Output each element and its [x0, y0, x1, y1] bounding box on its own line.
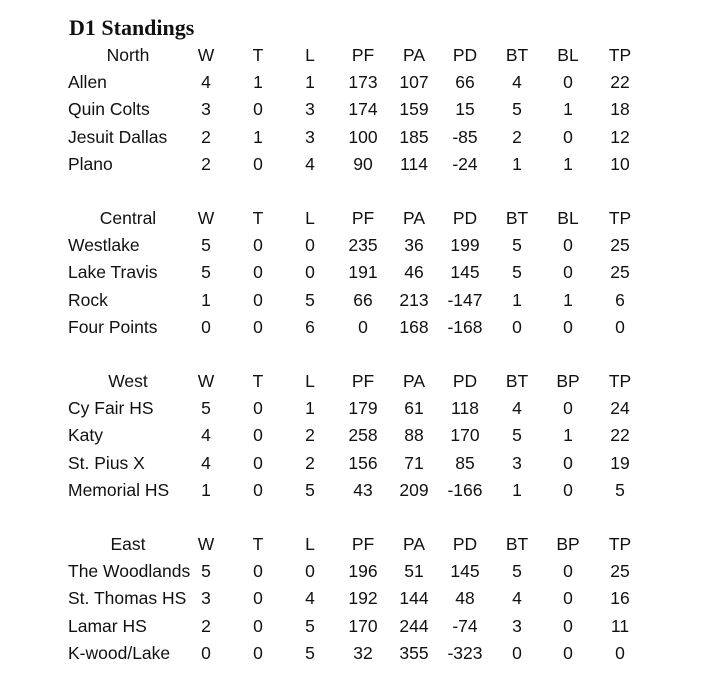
column-header: BP	[556, 534, 580, 554]
table-row	[0, 422, 709, 449]
column-header: BP	[556, 371, 580, 391]
stat-cell: 209	[399, 479, 429, 500]
stat-cell: 3	[201, 588, 211, 609]
stat-cell: 258	[348, 425, 378, 446]
column-header: PA	[402, 371, 426, 391]
team-name: Westlake	[68, 235, 140, 256]
stat-cell: 4	[512, 588, 522, 609]
table-row	[0, 259, 709, 286]
division-name: East	[110, 534, 146, 554]
stat-cell: 159	[399, 99, 429, 120]
column-header: L	[305, 45, 315, 65]
table-row	[0, 450, 709, 477]
stat-cell: 5	[201, 235, 211, 256]
table-row	[0, 585, 709, 612]
stat-cell: 15	[455, 99, 475, 120]
team-name: Katy	[68, 425, 104, 446]
stat-cell: -24	[452, 153, 478, 174]
stat-cell: 0	[563, 479, 573, 500]
stat-cell: 0	[563, 235, 573, 256]
table-row	[0, 232, 709, 259]
division-name: North	[106, 45, 150, 65]
stat-cell: 5	[201, 262, 211, 283]
table-row	[0, 151, 709, 178]
header-row	[0, 531, 709, 558]
stat-cell: 66	[455, 72, 475, 93]
team-name: Jesuit Dallas	[68, 126, 168, 147]
stat-cell: 0	[253, 452, 263, 473]
stat-cell: 19	[610, 452, 630, 473]
stat-cell: 0	[305, 235, 315, 256]
table-row	[0, 314, 709, 341]
stat-cell: 1	[563, 153, 573, 174]
stat-cell: 4	[201, 72, 211, 93]
stat-cell: 5	[512, 561, 522, 582]
team-name: Cy Fair HS	[68, 398, 154, 419]
stat-cell: 5	[305, 642, 315, 663]
team-name: K-wood/Lake	[68, 642, 171, 663]
column-header: BT	[505, 371, 529, 391]
stat-cell: 0	[615, 642, 625, 663]
stat-cell: 43	[353, 479, 373, 500]
stat-cell: 144	[399, 588, 429, 609]
column-header: PD	[452, 534, 478, 554]
stat-cell: 0	[253, 425, 263, 446]
stat-cell: 156	[348, 452, 378, 473]
stat-cell: 3	[512, 452, 522, 473]
stat-cell: -85	[452, 126, 478, 147]
stat-cell: 179	[348, 398, 378, 419]
division-north	[0, 42, 709, 178]
column-header: PF	[351, 534, 375, 554]
stat-cell: 16	[610, 588, 630, 609]
table-row	[0, 613, 709, 640]
stat-cell: 2	[201, 615, 211, 636]
stat-cell: 3	[305, 99, 315, 120]
stat-cell: 5	[615, 479, 625, 500]
stat-cell: 25	[610, 262, 630, 283]
stat-cell: 0	[358, 316, 368, 337]
column-header: BT	[505, 534, 529, 554]
stat-cell: 0	[563, 316, 573, 337]
team-name: Memorial HS	[68, 479, 170, 500]
table-row	[0, 558, 709, 585]
header-row	[0, 205, 709, 232]
column-header: L	[305, 534, 315, 554]
stat-cell: 5	[512, 99, 522, 120]
column-header: PD	[452, 208, 478, 228]
stat-cell: 5	[201, 561, 211, 582]
stat-cell: 1	[305, 72, 315, 93]
stat-cell: 185	[399, 126, 429, 147]
stat-cell: 0	[563, 72, 573, 93]
stat-cell: 1	[201, 479, 211, 500]
stat-cell: 191	[348, 262, 378, 283]
table-row	[0, 640, 709, 667]
stat-cell: 0	[512, 316, 522, 337]
team-name: Four Points	[68, 316, 158, 337]
stat-cell: 36	[404, 235, 424, 256]
stat-cell: 0	[253, 479, 263, 500]
stat-cell: 25	[610, 561, 630, 582]
column-header: W	[197, 208, 215, 228]
division-west	[0, 368, 709, 504]
stat-cell: 199	[450, 235, 480, 256]
division-name: Central	[99, 208, 157, 228]
stat-cell: 85	[455, 452, 475, 473]
column-header: BL	[557, 208, 579, 228]
team-name: Lake Travis	[68, 262, 158, 283]
table-row	[0, 69, 709, 96]
stat-cell: 100	[348, 126, 378, 147]
stat-cell: 2	[201, 126, 211, 147]
stat-cell: 173	[348, 72, 378, 93]
stat-cell: 71	[404, 452, 424, 473]
division-east	[0, 531, 709, 667]
team-name: Plano	[68, 153, 113, 174]
stat-cell: 0	[563, 126, 573, 147]
stat-cell: 1	[512, 479, 522, 500]
table-row	[0, 124, 709, 151]
stat-cell: 107	[399, 72, 429, 93]
stat-cell: -74	[452, 615, 478, 636]
column-header: PA	[402, 45, 426, 65]
column-header: T	[252, 534, 264, 554]
stat-cell: 0	[253, 316, 263, 337]
stat-cell: 0	[253, 398, 263, 419]
stat-cell: 1	[512, 289, 522, 310]
column-header: PF	[351, 45, 375, 65]
stat-cell: 1	[563, 289, 573, 310]
team-name: Rock	[68, 289, 108, 310]
stat-cell: 0	[563, 642, 573, 663]
stat-cell: 0	[253, 235, 263, 256]
stat-cell: 5	[512, 262, 522, 283]
stat-cell: 1	[563, 425, 573, 446]
stat-cell: 66	[353, 289, 373, 310]
stat-cell: 192	[348, 588, 378, 609]
stat-cell: 0	[563, 615, 573, 636]
column-header: T	[252, 208, 264, 228]
stat-cell: 5	[201, 398, 211, 419]
stat-cell: 114	[400, 153, 428, 174]
header-row	[0, 368, 709, 395]
column-header: PF	[351, 208, 375, 228]
stat-cell: 213	[399, 289, 429, 310]
column-header: PA	[402, 534, 426, 554]
stat-cell: 196	[348, 561, 378, 582]
stat-cell: 18	[610, 99, 630, 120]
column-header: W	[197, 45, 215, 65]
stat-cell: -166	[447, 479, 483, 500]
stat-cell: 6	[615, 289, 625, 310]
stat-cell: 0	[563, 398, 573, 419]
stat-cell: -168	[447, 316, 483, 337]
stat-cell: 0	[201, 316, 211, 337]
stat-cell: 0	[305, 561, 315, 582]
division-central	[0, 205, 709, 341]
stat-cell: 0	[563, 262, 573, 283]
column-header: T	[252, 45, 264, 65]
stat-cell: 0	[201, 642, 211, 663]
stat-cell: 4	[305, 153, 315, 174]
stat-cell: 61	[404, 398, 424, 419]
stat-cell: 24	[610, 398, 630, 419]
stat-cell: 145	[450, 561, 480, 582]
column-header: PD	[452, 45, 478, 65]
stat-cell: 4	[512, 72, 522, 93]
stat-cell: 0	[253, 642, 263, 663]
stat-cell: 2	[305, 452, 315, 473]
stat-cell: 0	[512, 642, 522, 663]
stat-cell: 3	[201, 99, 211, 120]
stat-cell: 355	[399, 642, 429, 663]
stat-cell: 1	[253, 72, 263, 93]
stat-cell: 118	[451, 398, 479, 419]
stat-cell: 0	[253, 153, 263, 174]
stat-cell: 4	[305, 588, 315, 609]
stat-cell: 4	[201, 425, 211, 446]
stat-cell: 48	[455, 588, 475, 609]
team-name: The Woodlands	[68, 561, 191, 582]
stat-cell: 2	[512, 126, 522, 147]
stat-cell: 1	[201, 289, 211, 310]
team-name: Allen	[68, 72, 107, 93]
table-row	[0, 395, 709, 422]
stat-cell: 51	[404, 561, 424, 582]
stat-cell: 1	[512, 153, 522, 174]
stat-cell: 5	[305, 615, 315, 636]
column-header: T	[252, 371, 264, 391]
stat-cell: -323	[447, 642, 483, 663]
stat-cell: 0	[253, 615, 263, 636]
stat-cell: 0	[305, 262, 315, 283]
column-header: PD	[452, 371, 478, 391]
column-header: BL	[557, 45, 579, 65]
stat-cell: 3	[512, 615, 522, 636]
stat-cell: 170	[348, 615, 378, 636]
stat-cell: 0	[563, 452, 573, 473]
stat-cell: 5	[305, 479, 315, 500]
stat-cell: 168	[399, 316, 429, 337]
stat-cell: 22	[610, 72, 630, 93]
stat-cell: 0	[253, 289, 263, 310]
header-row	[0, 42, 709, 69]
stat-cell: 46	[404, 262, 424, 283]
stat-cell: 0	[253, 99, 263, 120]
stat-cell: 170	[450, 425, 480, 446]
stat-cell: 90	[353, 153, 373, 174]
stat-cell: 2	[305, 425, 315, 446]
stat-cell: 10	[610, 153, 630, 174]
team-name: Quin Colts	[68, 99, 150, 120]
column-header: TP	[608, 45, 632, 65]
column-header: PF	[351, 371, 375, 391]
stat-cell: 1	[305, 398, 315, 419]
column-header: TP	[608, 534, 632, 554]
column-header: L	[305, 208, 315, 228]
stat-cell: 0	[253, 262, 263, 283]
column-header: W	[197, 371, 215, 391]
stat-cell: 12	[610, 126, 630, 147]
stat-cell: 22	[610, 425, 630, 446]
stat-cell: 5	[305, 289, 315, 310]
stat-cell: 88	[404, 425, 424, 446]
column-header: BT	[505, 208, 529, 228]
stat-cell: 5	[512, 425, 522, 446]
stat-cell: 1	[253, 126, 263, 147]
column-header: PA	[402, 208, 426, 228]
division-name: West	[108, 371, 148, 391]
team-name: St. Thomas HS	[68, 588, 187, 609]
stat-cell: 3	[305, 126, 315, 147]
stat-cell: 0	[253, 561, 263, 582]
column-header: TP	[608, 208, 632, 228]
stat-cell: 0	[615, 316, 625, 337]
column-header: W	[197, 534, 215, 554]
stat-cell: 32	[353, 642, 373, 663]
team-name: Lamar HS	[68, 615, 147, 636]
stat-cell: 1	[563, 99, 573, 120]
stat-cell: 0	[563, 588, 573, 609]
stat-cell: 6	[305, 316, 315, 337]
stat-cell: 11	[610, 615, 630, 636]
column-header: BT	[505, 45, 529, 65]
stat-cell: 4	[512, 398, 522, 419]
stat-cell: 244	[399, 615, 429, 636]
team-name: St. Pius X	[68, 452, 145, 473]
table-row	[0, 477, 709, 504]
stat-cell: 2	[201, 153, 211, 174]
page-title: D1 Standings	[69, 15, 195, 40]
stat-cell: 145	[450, 262, 480, 283]
stat-cell: 235	[348, 235, 378, 256]
stat-cell: -147	[447, 289, 483, 310]
column-header: L	[305, 371, 315, 391]
table-row	[0, 287, 709, 314]
stat-cell: 4	[201, 452, 211, 473]
table-row	[0, 96, 709, 123]
column-header: TP	[608, 371, 632, 391]
stat-cell: 25	[610, 235, 630, 256]
stat-cell: 0	[253, 588, 263, 609]
stat-cell: 0	[563, 561, 573, 582]
stat-cell: 5	[512, 235, 522, 256]
stat-cell: 174	[348, 99, 378, 120]
